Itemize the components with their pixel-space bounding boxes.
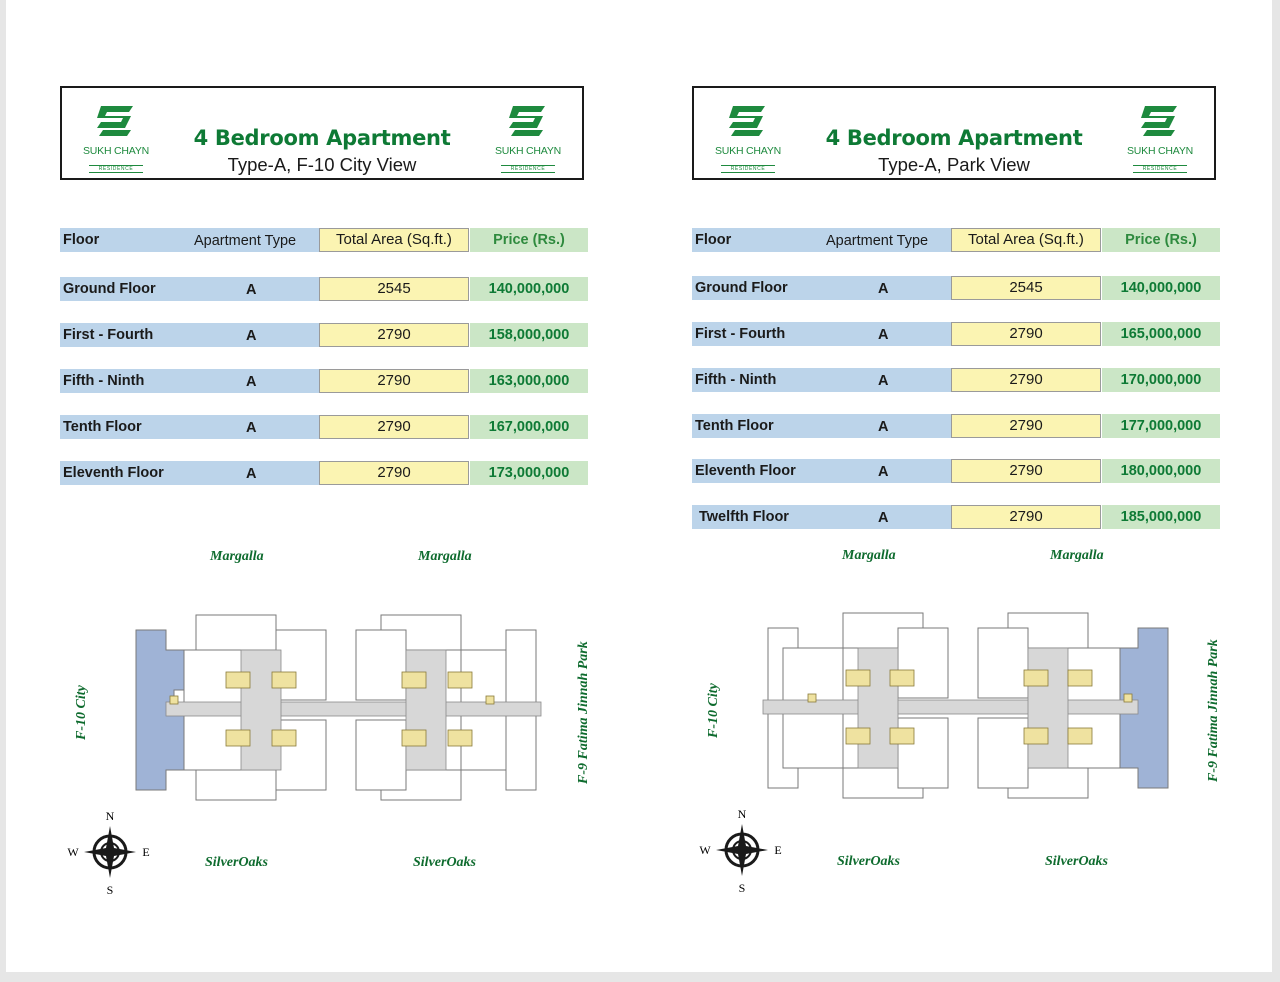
compass-n: N — [737, 807, 747, 821]
area-value: 2790 — [319, 461, 469, 485]
label-silveroaks: SilverOaks — [837, 854, 900, 869]
price-value: 170,000,000 — [1102, 368, 1220, 392]
page-subtitle: Type-A, F-10 City View — [227, 154, 417, 175]
header-area: Total Area (Sq.ft.) — [319, 228, 469, 252]
table-header — [60, 228, 588, 252]
label-f10-city: F-10 City — [74, 685, 89, 740]
label-f10-city: F-10 City — [706, 683, 721, 738]
brand-sub: RESIDENCE — [721, 165, 776, 173]
floor-name: First - Fourth — [63, 327, 154, 343]
compass-w: W — [699, 843, 711, 857]
brochure-page — [6, 0, 1272, 972]
brand-logo — [1120, 100, 1200, 175]
price-value: 163,000,000 — [470, 369, 588, 393]
compass-rose-icon — [60, 808, 160, 898]
page-title: 4 Bedroom Apartment — [193, 126, 451, 150]
area-value: 2790 — [319, 369, 469, 393]
brand-sub: RESIDENCE — [501, 165, 556, 173]
page-subtitle: Type-A, Park View — [878, 154, 1030, 175]
area-value: 2790 — [319, 323, 469, 347]
compass-s: S — [738, 881, 746, 895]
area-value: 2790 — [319, 415, 469, 439]
apt-type: A — [246, 466, 257, 482]
header-box — [692, 86, 1216, 180]
table-row — [60, 461, 588, 485]
panel-park-view — [692, 0, 1252, 972]
table-row — [692, 414, 1220, 438]
apt-type: A — [246, 282, 257, 298]
area-value: 2545 — [951, 276, 1101, 300]
area-value: 2790 — [951, 459, 1101, 483]
table-row — [60, 369, 588, 393]
floor-name: Eleventh Floor — [63, 465, 164, 481]
floor-name: Fifth - Ninth — [695, 372, 777, 388]
label-margalla: Margalla — [418, 549, 472, 564]
floor-name: Tenth Floor — [695, 418, 774, 434]
table-row — [692, 368, 1220, 392]
price-value: 185,000,000 — [1102, 505, 1220, 529]
area-value: 2790 — [951, 368, 1101, 392]
floor-name: Tenth Floor — [63, 419, 142, 435]
table-row — [60, 415, 588, 439]
header-type: Apartment Type — [194, 233, 297, 249]
apt-type: A — [878, 464, 889, 480]
price-value: 173,000,000 — [470, 461, 588, 485]
label-fatima-jinnah-park: F-9 Fatima Jinnah Park — [576, 641, 591, 784]
table-row — [692, 459, 1220, 483]
area-value: 2790 — [951, 322, 1101, 346]
compass-e: E — [142, 845, 150, 859]
logo-mark-icon — [1137, 100, 1183, 142]
apt-type: A — [878, 327, 889, 343]
header-price: Price (Rs.) — [470, 228, 588, 252]
brand-sub: RESIDENCE — [89, 165, 144, 173]
brand-logo — [708, 100, 788, 175]
compass-w: W — [67, 845, 79, 859]
price-value: 177,000,000 — [1102, 414, 1220, 438]
compass-rose-icon — [692, 806, 792, 896]
logo-mark-icon — [93, 100, 139, 142]
logo-mark-icon — [505, 100, 551, 142]
compass-e: E — [774, 843, 782, 857]
brand-logo — [488, 100, 568, 175]
header-floor: Floor — [63, 232, 100, 248]
apt-type: A — [246, 374, 257, 390]
apt-type: A — [246, 420, 257, 436]
compass-s: S — [106, 883, 114, 897]
header-box — [60, 86, 584, 180]
brand-name: SUKH CHAYN — [714, 145, 782, 157]
label-silveroaks: SilverOaks — [1045, 854, 1108, 869]
apt-type: A — [878, 373, 889, 389]
panel-city-view — [60, 0, 620, 972]
compass-n: N — [105, 809, 115, 823]
price-value: 140,000,000 — [470, 277, 588, 301]
table-row — [692, 505, 1220, 529]
area-value: 2545 — [319, 277, 469, 301]
floor-name: Ground Floor — [63, 281, 156, 297]
floor-name: Ground Floor — [695, 280, 788, 296]
floor-name: First - Fourth — [695, 326, 786, 342]
header-type: Apartment Type — [826, 233, 929, 249]
brand-name: SUKH CHAYN — [82, 145, 150, 157]
area-value: 2790 — [951, 505, 1101, 529]
floor-name: Twelfth Floor — [699, 509, 789, 525]
price-value: 180,000,000 — [1102, 459, 1220, 483]
floor-plan-diagram — [126, 610, 546, 805]
table-row — [692, 322, 1220, 346]
table-row — [60, 277, 588, 301]
floor-plan-diagram — [758, 608, 1178, 803]
price-value: 167,000,000 — [470, 415, 588, 439]
label-silveroaks: SilverOaks — [413, 855, 476, 870]
table-row — [60, 323, 588, 347]
logo-mark-icon — [725, 100, 771, 142]
page-title: 4 Bedroom Apartment — [825, 126, 1083, 150]
header-price: Price (Rs.) — [1102, 228, 1220, 252]
apt-type: A — [878, 281, 889, 297]
brand-name: SUKH CHAYN — [494, 145, 562, 157]
label-margalla: Margalla — [210, 549, 264, 564]
table-row — [692, 276, 1220, 300]
apt-type: A — [878, 510, 889, 526]
label-margalla: Margalla — [842, 548, 896, 563]
brand-logo — [76, 100, 156, 175]
brand-sub: RESIDENCE — [1133, 165, 1188, 173]
apt-type: A — [878, 419, 889, 435]
label-silveroaks: SilverOaks — [205, 855, 268, 870]
floor-name: Fifth - Ninth — [63, 373, 145, 389]
brand-name: SUKH CHAYN — [1126, 145, 1194, 157]
header-area: Total Area (Sq.ft.) — [951, 228, 1101, 252]
header-floor: Floor — [695, 232, 732, 248]
floor-name: Eleventh Floor — [695, 463, 796, 479]
label-fatima-jinnah-park: F-9 Fatima Jinnah Park — [1206, 639, 1221, 782]
price-value: 165,000,000 — [1102, 322, 1220, 346]
label-margalla: Margalla — [1050, 548, 1104, 563]
table-header — [692, 228, 1220, 252]
area-value: 2790 — [951, 414, 1101, 438]
price-value: 140,000,000 — [1102, 276, 1220, 300]
price-value: 158,000,000 — [470, 323, 588, 347]
apt-type: A — [246, 328, 257, 344]
